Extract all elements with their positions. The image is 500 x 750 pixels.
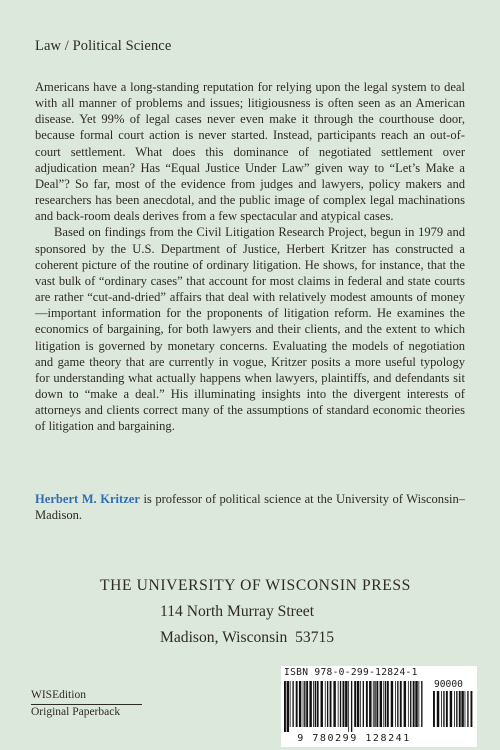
price-barcode-icon [433, 691, 473, 732]
edition-brand: WISEdition [31, 689, 142, 705]
author-note [35, 491, 465, 523]
author-name: Herbert M. Kritzer [35, 492, 140, 506]
author-bio: is professor of political science at the University of Wisconsin–Madison. [35, 492, 465, 523]
edition-block [31, 689, 142, 719]
publisher-city: Madison, Wisconsin 53715 [160, 629, 335, 646]
edition-format: Original Paperback [31, 705, 121, 718]
price-code: 90000 [434, 679, 463, 690]
ean-digits: 9 780299 128241 [297, 733, 411, 744]
blurb-paragraph-2: Based on findings from the Civil Litigation Research Project, begun in 1979 and sponsored by the U.S. Department of Justice, Herbert Kritzer has constructed a coherent picture of the routine of ordinary litigation. He shows, for instance, that the vast bulk of “ordinary cases” that account for most claims in federal and state courts are rather “cut-and-dried” affairs that deal with relatively modest amounts of money—important information for the proponents of litigation reform. He examines the economics of bargaining, for both lawyers and their clients, and the extent to which litigation is governed by monetary concerns. Evaluating the models of negotiation and game theory that are currently in vogue, Kritzer posits a more useful typology for understanding what actually happens when lawyers, plaintiffs, and defendants sit down to “make a deal.” His illuminating insights into the divergent interests of attorneys and clients correct many of the assumptions of standard economic theories of litigation and bargaining. [35, 225, 465, 434]
publisher-street: 114 North Murray Street [160, 603, 315, 620]
isbn-label: ISBN 978-0-299-12824-1 [284, 667, 418, 678]
isbn-barcode [281, 666, 477, 747]
category-label: Law / Political Science [35, 38, 172, 54]
ean-barcode-icon [284, 681, 424, 732]
blurb-paragraph-1: Americans have a long-standing reputation for relying upon the legal system to deal with all manner of problems and issues; litigiousness is often seen as an American disease. Yet 99% of legal cases never even make it through the courthouse door, because formal court action is never started. Instead, participants reach an out-of-court settlement. What does this dominance of negotiated settlement over adjudication mean? Has “Equal Justice Under Law” given way to “Let’s Make a Deal”? So far, most of the evidence from judges and lawyers, policy makers and researchers has been anecdotal, and the public image of complex legal machinations and back-room deals derives from a few spectacular and atypical cases. [35, 80, 465, 224]
publisher-name: THE UNIVERSITY OF WISCONSIN PRESS [100, 577, 411, 594]
description-blurb [35, 79, 465, 434]
